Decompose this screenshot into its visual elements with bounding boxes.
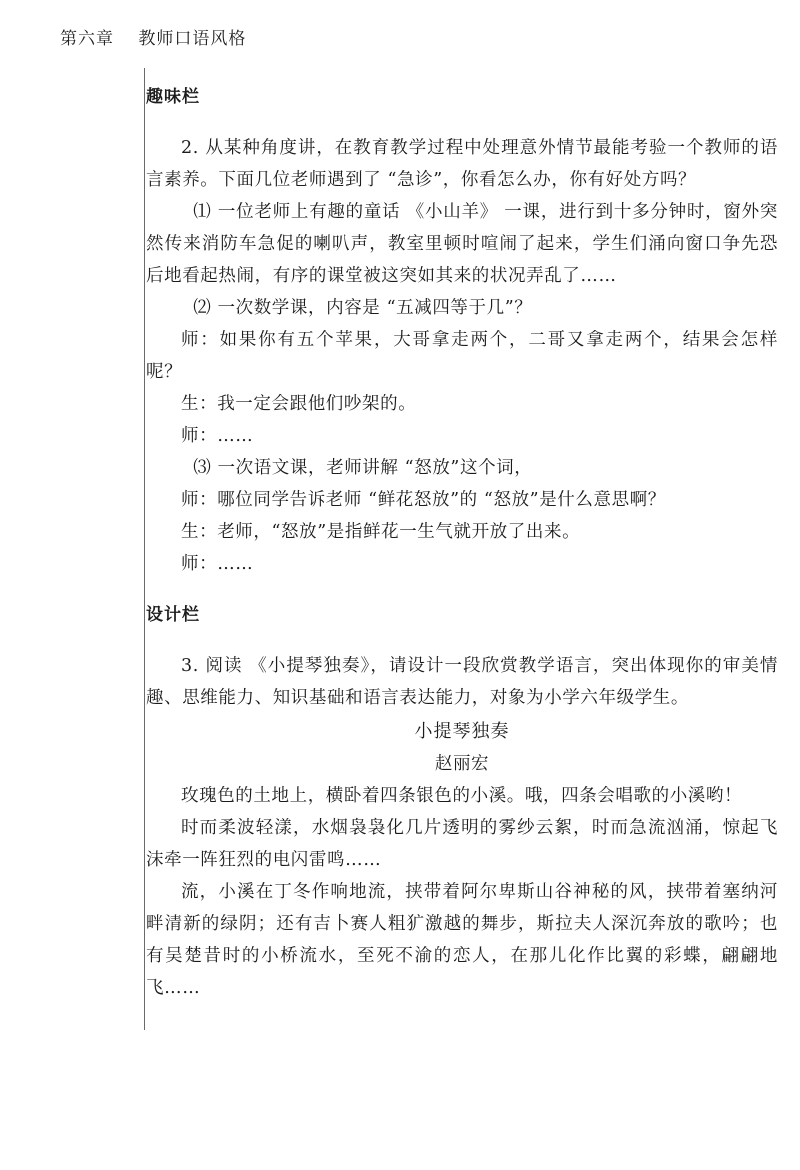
question-2-intro: 2. 从某种角度讲，在教育教学过程中处理意外情节最能考验一个教师的语言素养。下面几位老师遇到了 “急诊”，你看怎么办，你有好处方吗？ — [146, 138, 778, 190]
case-2-teacher: 师：如果你有五个苹果，大哥拿走两个，二哥又拿走两个，结果会怎样呢？ — [146, 330, 778, 382]
case-1: ⑴ 一位老师上有趣的童话 《小山羊》 一课，进行到十多分钟时，窗外突然传来消防车急促的喇叭声，教室里顿时喧闹了起来，学生们涌向窗口争先恐后地看起热闹，有序的课堂被这突如其来的状况弄乱了…… — [146, 202, 778, 286]
case-3-teacher: 师：哪位同学告诉老师 “鲜花怒放”的 “怒放”是什么意思啊？ — [181, 490, 666, 510]
running-header — [60, 24, 246, 49]
section-title-sheji: 设计栏 — [146, 605, 200, 625]
case-2: ⑵ 一次数学课，内容是 “五减四等于几”？ — [193, 298, 533, 318]
page-body — [146, 82, 778, 1004]
margin-rule — [144, 68, 145, 1030]
chapter-title: 教师口语风格 — [138, 29, 247, 49]
chapter-label: 第六章 — [60, 29, 114, 49]
poem-title: 小提琴独奏 — [414, 721, 510, 742]
case-3-teacher-reply: 师：…… — [181, 554, 254, 574]
section-title-quwei: 趣味栏 — [146, 87, 200, 107]
case-3-student: 生：老师，“怒放”是指鲜花一生气就开放了出来。 — [181, 522, 581, 542]
poem-paragraph-1: 玫瑰色的土地上，横卧着四条银色的小溪。哦，四条会唱歌的小溪哟！ — [181, 786, 743, 806]
case-3: ⑶ 一次语文课，老师讲解 “怒放”这个词， — [193, 458, 533, 478]
question-3-intro: 3. 阅读 《小提琴独奏》，请设计一段欣赏教学语言，突出体现你的审美情趣、思维能力、知识基础和语言表达能力，对象为小学六年级学生。 — [146, 656, 778, 708]
poem-author: 赵丽宏 — [434, 754, 490, 774]
case-2-student: 生：我一定会跟他们吵架的。 — [181, 394, 417, 414]
case-2-teacher-reply: 师：…… — [181, 426, 254, 446]
poem-paragraph-2: 时而柔波轻漾，水烟袅袅化几片透明的雾纱云絮，时而急流汹涌，惊起飞沫牵一阵狂烈的电闪雷鸣…… — [146, 818, 778, 870]
poem-paragraph-3: 流，小溪在丁冬作响地流，挟带着阿尔卑斯山谷神秘的风，挟带着塞纳河畔清新的绿阴；还有吉卜赛人粗犷激越的舞步，斯拉夫人深沉奔放的歌吟；也有吴楚昔时的小桥流水，至死不渝的恋人，在那儿化作比翼的彩蝶，翩翩地飞…… — [146, 882, 778, 998]
